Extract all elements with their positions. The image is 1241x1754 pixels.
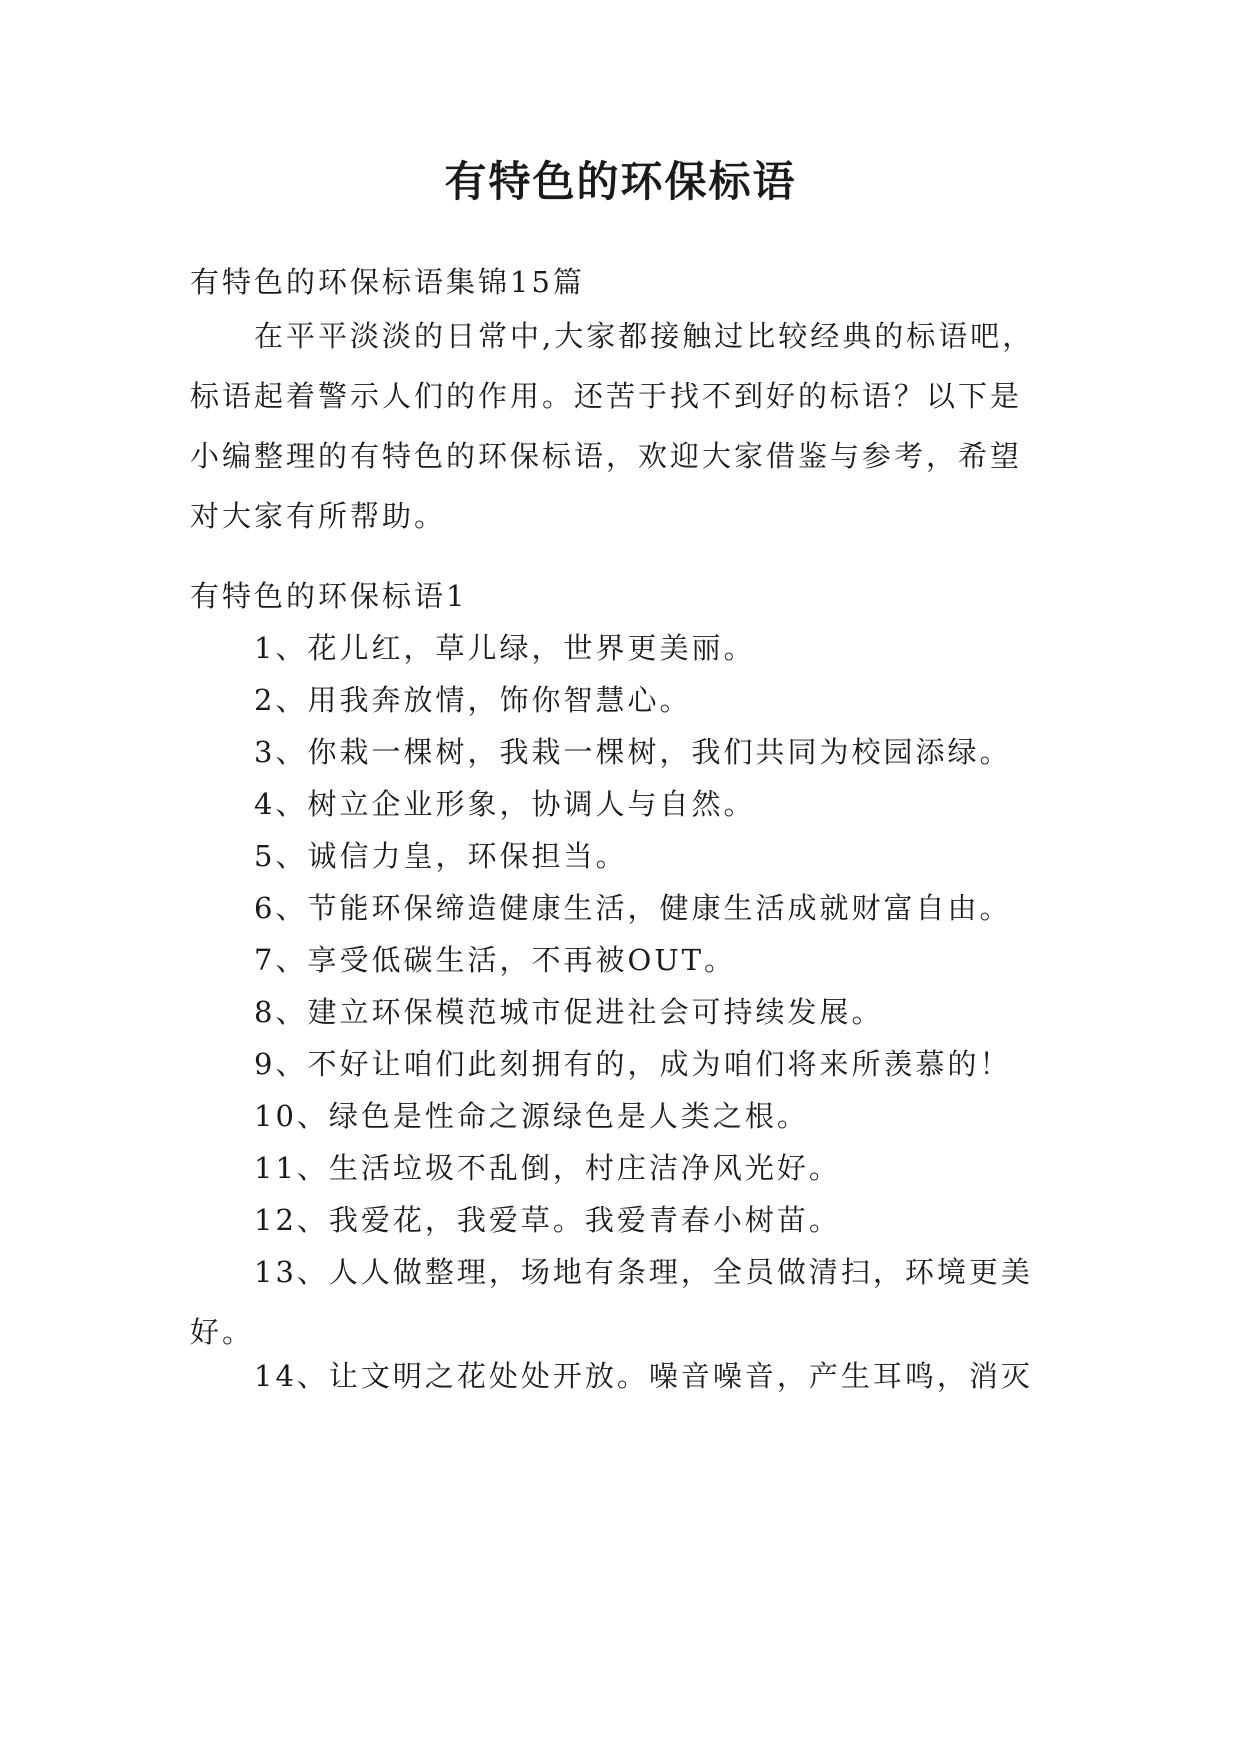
list-item: 9、不好让咱们此刻拥有的，成为咱们将来所羡慕的！ [254, 1047, 1012, 1081]
list-item: 4、树立企业形象，协调人与自然。 [254, 787, 756, 821]
list-item: 12、我爱花，我爱草。我爱青春小树苗。 [254, 1203, 841, 1237]
section-heading: 有特色的环保标语1 [190, 579, 468, 613]
list-item: 8、建立环保模范城市促进社会可持续发展。 [254, 995, 884, 1029]
list-item: 10、绿色是性命之源绿色是人类之根。 [254, 1099, 809, 1133]
list-item-wrapped: 13、人人做整理，场地有条理，全员做清扫，环境更美好。 [190, 1255, 1033, 1349]
list-item: 11、生活垃圾不乱倒，村庄洁净风光好。 [254, 1151, 841, 1185]
list-item-partial: 14、让文明之花处处开放。噪音噪音，产生耳鸣，消灭 [254, 1359, 1033, 1393]
list-item: 1、花儿红，草儿绿，世界更美丽。 [254, 631, 756, 665]
intro-paragraph: 在平平淡淡的日常中,大家都接触过比较经典的标语吧，标语起着警示人们的作用。还苦于找不到好的标语？以下是小编整理的有特色的环保标语，欢迎大家借鉴与参考，希望对大家有所帮助。 [190, 319, 1035, 533]
list-item: 7、享受低碳生活，不再被OUT。 [254, 943, 737, 977]
list-item: 6、节能环保缔造健康生活，健康生活成就财富自由。 [254, 891, 1012, 925]
list-item: 3、你栽一棵树，我栽一棵树，我们共同为校园添绿。 [254, 735, 1012, 769]
document-subtitle: 有特色的环保标语集锦15篇 [190, 265, 585, 299]
list-item: 2、用我奔放情，饰你智慧心。 [254, 683, 692, 717]
list-item: 5、诚信力皇，环保担当。 [254, 839, 628, 873]
document-title: 有特色的环保标语 [444, 157, 797, 206]
